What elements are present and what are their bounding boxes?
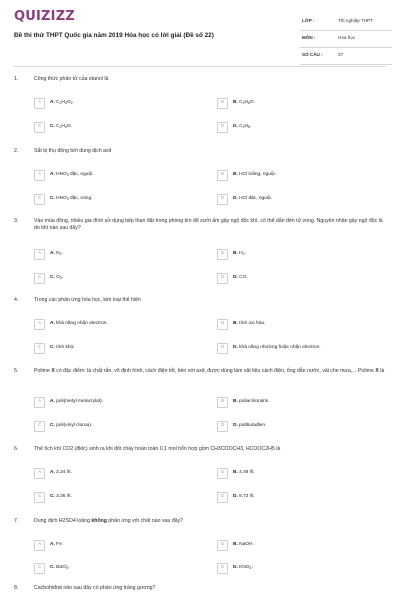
option-text: A. khả năng nhận electron. xyxy=(50,320,108,326)
question-text: Cacbohiđrat nào sau đây có phản ứng tráng gương? xyxy=(34,585,156,591)
option-letter: A xyxy=(38,99,41,104)
option-text: D. polibutađien. xyxy=(233,422,267,428)
option-text: C. $C_2H_4O$. xyxy=(50,123,72,129)
meta-key: MÔN : xyxy=(302,35,316,40)
option-letter: B xyxy=(221,469,224,474)
option-letter: B xyxy=(221,99,224,104)
answer-option-b[interactable] xyxy=(217,397,357,409)
question-text: Vào mùa đông, nhiều gia đình sử dụng bếp than đặt trong phòng kín để sưởi ấm gây ngộ độc khí, có thể dẫn đến tử vong. Nguyên nhân gây ngộ độc là do khí nào sau đây? xyxy=(34,218,383,232)
answer-option-d[interactable] xyxy=(217,492,357,504)
option-letter: C xyxy=(37,123,42,128)
question-text: Thể tích khí CO2 (đktc) sinh ra khi đốt cháy hoàn toàn 0,1 mol hỗn hợp gồm CH3COOCH3, HCOOC2H5 là xyxy=(34,446,281,452)
answer-option-a[interactable] xyxy=(34,249,174,261)
option-letter: A xyxy=(38,469,41,474)
option-text: B. 4,48 lít. xyxy=(233,469,255,475)
option-text: B. $C_2H_6O$. xyxy=(233,99,255,105)
meta-key: SỐ CÂU : xyxy=(302,52,323,57)
option-text: C. $HNO_3$ đặc, nóng. xyxy=(50,195,93,201)
answer-option-a[interactable] xyxy=(34,397,174,409)
option-text: B. poliacrilonitrin. xyxy=(233,398,270,404)
option-letter: C xyxy=(37,564,42,569)
option-text: B. $H_2$. xyxy=(233,250,246,256)
option-letter: C xyxy=(37,274,42,279)
quizizz-logo: QUIZIZZ xyxy=(14,9,75,24)
answer-option-a[interactable] xyxy=(34,98,174,110)
meta-value: Hóa học xyxy=(338,35,356,40)
option-text: C. $O_3$. xyxy=(50,274,64,280)
option-text: B. tính oxi hóa. xyxy=(233,320,266,326)
option-text: B. NaOH. xyxy=(233,541,254,547)
option-letter: B xyxy=(221,250,224,255)
option-letter: A xyxy=(38,541,41,546)
answer-option-d[interactable] xyxy=(217,421,357,433)
option-text: A. $N_2$. xyxy=(50,250,63,256)
option-text: D. $KNO_3$. xyxy=(233,564,253,570)
option-letter: D xyxy=(220,493,225,498)
question-number: 5. xyxy=(14,368,19,374)
option-letter: B xyxy=(221,398,224,403)
question-text: Polime X có đặc điểm: là chất rắn, vô định hình, cách điện tốt, bền với axit, được dùng làm vật liệu cách điện, ống dẫn nước, vải che mưa,... Polime X là xyxy=(34,368,385,374)
question-number: 2. xyxy=(14,148,19,154)
option-text: C. tính khử. xyxy=(50,344,76,350)
answer-option-b[interactable] xyxy=(217,98,357,110)
worksheet-title: Đề thi thử THPT Quốc gia năm 2019 Hóa học có lời giải (Đề số 22) xyxy=(14,32,214,39)
meta-value: Tốt nghiệp THPT xyxy=(338,18,373,23)
option-text: A. $HNO_3$ đặc, nguội. xyxy=(50,171,94,177)
option-letter: B xyxy=(221,320,224,325)
answer-option-d[interactable] xyxy=(217,273,357,285)
option-letter: C xyxy=(37,195,42,200)
option-letter: A xyxy=(38,171,41,176)
meta-key: LỚP : xyxy=(302,18,315,23)
option-text: C. BaCl$_2$. xyxy=(50,564,70,570)
question-number: 3. xyxy=(14,218,19,224)
answer-option-b[interactable] xyxy=(217,319,357,331)
option-letter: D xyxy=(220,422,225,427)
answer-option-c[interactable] xyxy=(34,492,174,504)
option-text: D. HCl đặc, nguội. xyxy=(233,195,272,201)
option-text: A. Fe. xyxy=(50,541,64,547)
meta-row-subject xyxy=(300,31,392,48)
option-text: D. khả năng nhường hoặc nhận electron. xyxy=(233,344,321,350)
option-text: A. $C_2H_4O_2$. xyxy=(50,99,74,105)
worksheet-meta xyxy=(300,14,392,65)
option-text: B. HCl loãng, nguội. xyxy=(233,171,276,177)
question-text: Sắt bị thụ động bởi dung dịch axit xyxy=(34,148,112,154)
option-letter: D xyxy=(220,344,225,349)
option-text: C. 3,36 lít. xyxy=(50,493,72,499)
option-letter: B xyxy=(221,171,224,176)
answer-option-a[interactable] xyxy=(34,540,174,552)
option-letter: A xyxy=(38,320,41,325)
answer-option-c[interactable] xyxy=(34,343,174,355)
meta-row-count xyxy=(300,48,392,65)
answer-option-b[interactable] xyxy=(217,170,357,182)
option-text: C. poli(vinyl clorua). xyxy=(50,422,93,428)
answer-option-a[interactable] xyxy=(34,319,174,331)
option-letter: C xyxy=(37,344,42,349)
option-letter: D xyxy=(220,564,225,569)
question-number: 1. xyxy=(14,76,19,82)
option-text: A. 2,24 lít. xyxy=(50,469,72,475)
option-text: D. $C_2H_6$. xyxy=(233,123,252,129)
answer-option-b[interactable] xyxy=(217,540,357,552)
answer-option-d[interactable] xyxy=(217,122,357,134)
option-letter: D xyxy=(220,195,225,200)
question-number: 6. xyxy=(14,446,19,452)
option-letter: A xyxy=(38,250,41,255)
answer-option-c[interactable] xyxy=(34,421,174,433)
answer-option-a[interactable] xyxy=(34,468,174,480)
answer-option-c[interactable] xyxy=(34,563,174,575)
option-text: A. poli(metyl metacrylat). xyxy=(50,398,104,404)
answer-option-c[interactable] xyxy=(34,273,174,285)
option-text: D. 6,72 lít. xyxy=(233,493,255,499)
option-letter: D xyxy=(220,123,225,128)
option-letter: C xyxy=(37,493,42,498)
answer-option-b[interactable] xyxy=(217,468,357,480)
question-number: 4. xyxy=(14,297,19,303)
option-text: D. CO. xyxy=(233,274,248,280)
answer-option-c[interactable] xyxy=(34,194,174,206)
header-divider xyxy=(14,66,386,67)
option-letter: B xyxy=(221,541,224,546)
answer-option-d[interactable] xyxy=(217,563,357,575)
question-text: Trong các phản ứng hóa học, kim loại thể hiện xyxy=(34,297,141,303)
option-letter: A xyxy=(38,398,41,403)
option-letter: D xyxy=(220,274,225,279)
meta-value: 37 xyxy=(338,52,344,57)
answer-option-c[interactable] xyxy=(34,122,174,134)
answer-option-a[interactable] xyxy=(34,170,174,182)
question-number: 7. xyxy=(14,518,19,524)
meta-row-class xyxy=(300,14,392,31)
answer-option-b[interactable] xyxy=(217,249,357,261)
option-letter: C xyxy=(37,422,42,427)
question-number: 8. xyxy=(14,585,19,591)
worksheet-header xyxy=(0,0,400,62)
question-text: Công thức phân tử của etanol là xyxy=(34,76,109,82)
question-text: Dung dịch H2SO4 loãng không phản ứng với chất nào sau đây? xyxy=(34,518,184,524)
answer-option-d[interactable] xyxy=(217,343,357,355)
answer-option-d[interactable] xyxy=(217,194,357,206)
